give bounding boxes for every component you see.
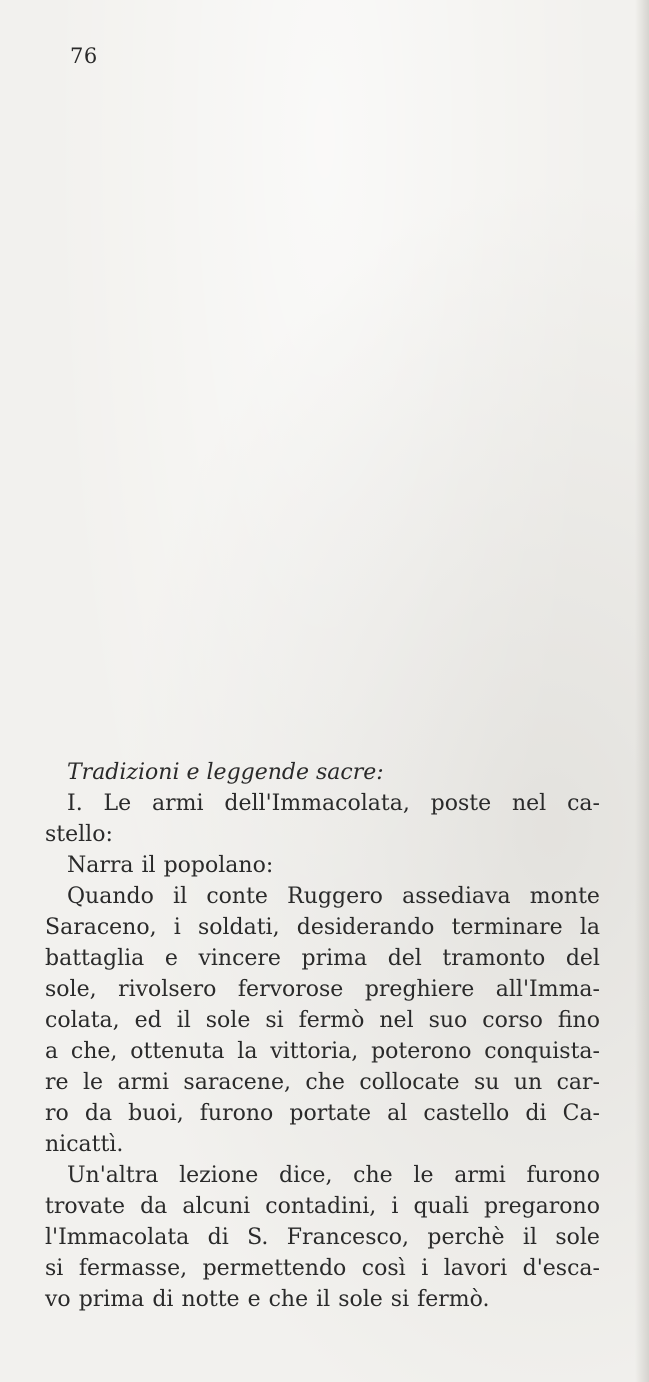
page-number: 76 (70, 44, 98, 68)
text-line: ro da buoi, furono portate al castello di Ca- (45, 1101, 600, 1126)
text-line: l'Immacolata di S. Francesco, perchè il sole (45, 1225, 600, 1250)
section-heading: Tradizioni e leggende sacre: (67, 760, 384, 785)
text-line: battaglia e vincere prima del tramonto del (45, 946, 600, 971)
page-edge-shadow (635, 0, 649, 1382)
text-line: stello: (45, 822, 113, 847)
text-line: nicattì. (45, 1132, 124, 1157)
text-line: si fermasse, permettendo così i lavori d'esca- (45, 1256, 600, 1281)
text-line: colata, ed il sole si fermò nel suo corso fino (45, 1008, 600, 1033)
body-text (45, 757, 600, 1315)
text-line: re le armi saracene, che collocate su un car- (45, 1070, 600, 1095)
text-line: trovate da alcuni contadini, i quali pregarono (45, 1194, 600, 1219)
text-line: vo prima di notte e che il sole si fermò. (45, 1287, 490, 1312)
text-line: Saraceno, i soldati, desiderando terminare la (45, 915, 600, 940)
text-line: a che, ottenuta la vittoria, poterono conquista- (45, 1039, 600, 1064)
text-line: Quando il conte Ruggero assediava monte (67, 884, 600, 909)
text-line: Narra il popolano: (67, 853, 274, 878)
text-line: Un'altra lezione dice, che le armi furono (67, 1163, 600, 1188)
paragraph-lines (45, 788, 600, 1315)
text-line: sole, rivolsero fervorose preghiere all'Imma- (45, 977, 600, 1002)
text-line: I. Le armi dell'Immacolata, poste nel ca- (67, 791, 600, 816)
